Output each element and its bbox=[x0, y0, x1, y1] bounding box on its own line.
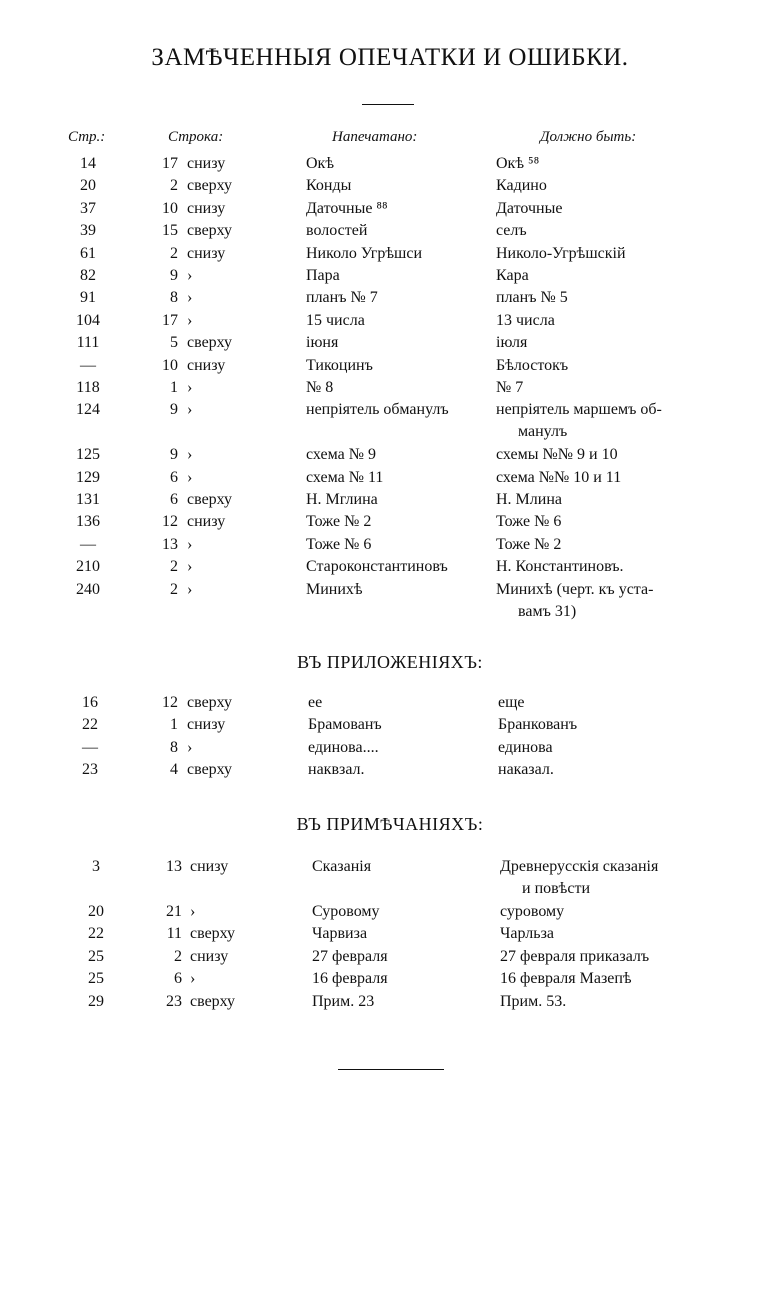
row-should: Кадино bbox=[496, 177, 547, 195]
row-should: 16 февраля Мазепѣ bbox=[500, 970, 632, 988]
row-printed: іюня bbox=[306, 334, 339, 352]
row-should: еще bbox=[498, 694, 525, 711]
row-line-number: 4 bbox=[170, 761, 178, 779]
table-row bbox=[0, 399, 780, 444]
row-page: 22 bbox=[82, 716, 98, 734]
row-should: Бранкованъ bbox=[498, 716, 578, 734]
row-line-number: 5 bbox=[170, 334, 178, 352]
row-should: Чарльза bbox=[500, 925, 554, 943]
row-printed: ее bbox=[308, 694, 323, 711]
row-page: — bbox=[80, 535, 96, 553]
row-page: 104 bbox=[76, 311, 100, 329]
row-printed: планъ № 7 bbox=[306, 289, 378, 307]
row-line-number: 2 bbox=[170, 580, 178, 598]
row-line-direction: › bbox=[187, 266, 193, 284]
row-printed: единова.... bbox=[308, 738, 379, 756]
table-row bbox=[0, 444, 780, 466]
row-page: 37 bbox=[80, 199, 96, 217]
row-printed: Даточные ⁸⁸ bbox=[306, 199, 388, 217]
table-row bbox=[0, 759, 780, 781]
table-row bbox=[0, 511, 780, 533]
row-printed: Николо Угрѣшси bbox=[306, 244, 423, 262]
table-row bbox=[0, 923, 780, 945]
row-printed: 15 числа bbox=[306, 311, 365, 329]
table-row bbox=[0, 153, 780, 175]
row-printed: Пара bbox=[306, 266, 340, 284]
row-line-number: 21 bbox=[166, 903, 182, 920]
row-printed: Окѣ bbox=[306, 155, 335, 172]
errata-main-table bbox=[0, 153, 780, 624]
row-line-direction: › bbox=[190, 903, 196, 920]
row-line-direction: сверху bbox=[187, 491, 233, 509]
row-should-line1: непріятель маршемъ об- bbox=[496, 401, 662, 419]
table-row bbox=[0, 489, 780, 511]
table-row bbox=[0, 968, 780, 990]
header-printed: Напечатано: bbox=[332, 129, 418, 145]
row-line-number: 9 bbox=[170, 266, 178, 284]
row-page: 91 bbox=[80, 289, 96, 307]
errata-notes-table bbox=[0, 856, 780, 1013]
row-line-number: 1 bbox=[170, 378, 178, 396]
appendix-heading: ВЪ ПРИЛОЖЕНІЯХЪ: bbox=[297, 652, 483, 672]
table-row bbox=[0, 467, 780, 489]
row-printed: Сказанія bbox=[312, 858, 372, 875]
row-line-number: 9 bbox=[170, 446, 178, 464]
row-should: Прим. 53. bbox=[500, 992, 567, 1010]
row-should: схема №№ 10 и 11 bbox=[496, 468, 622, 486]
row-page: 14 bbox=[80, 155, 96, 172]
row-line-direction: снизу bbox=[187, 716, 226, 734]
row-should: единова bbox=[498, 738, 553, 756]
row-page: 20 bbox=[88, 903, 104, 920]
row-printed: Брамованъ bbox=[308, 716, 382, 734]
row-should: Н. Млина bbox=[496, 491, 562, 509]
table-row bbox=[0, 355, 780, 377]
row-should: Кара bbox=[496, 266, 529, 284]
row-page: 210 bbox=[76, 558, 100, 576]
row-printed: Чарвиза bbox=[312, 925, 368, 943]
row-should-line2: вамъ 31) bbox=[518, 602, 577, 620]
table-row bbox=[0, 946, 780, 968]
row-printed: Тоже № 2 bbox=[306, 513, 372, 531]
row-line-number: 1 bbox=[170, 716, 178, 734]
row-line-number: 2 bbox=[174, 947, 182, 965]
row-page: 124 bbox=[76, 401, 100, 419]
row-line-direction: › bbox=[187, 468, 193, 486]
column-headers bbox=[0, 129, 780, 151]
row-line-number: 10 bbox=[162, 356, 178, 374]
row-should: 27 февраля приказалъ bbox=[500, 947, 650, 965]
row-line-number: 6 bbox=[170, 468, 178, 486]
row-line-number: 9 bbox=[170, 401, 178, 419]
row-line-number: 15 bbox=[162, 222, 178, 240]
row-line-direction: › bbox=[187, 311, 193, 329]
table-row bbox=[0, 556, 780, 578]
row-page: 16 bbox=[82, 694, 98, 711]
row-line-direction: › bbox=[187, 535, 193, 553]
row-page: 25 bbox=[88, 970, 104, 988]
row-printed: волостей bbox=[306, 222, 368, 240]
row-printed: 27 февраля bbox=[312, 947, 388, 965]
row-line-direction: сверху bbox=[187, 761, 233, 779]
row-should bbox=[500, 856, 720, 900]
row-line-number: 17 bbox=[162, 155, 178, 172]
row-line-direction: › bbox=[187, 378, 193, 396]
row-line-number: 11 bbox=[166, 925, 182, 943]
row-line-number: 2 bbox=[170, 558, 178, 576]
row-line-number: 6 bbox=[174, 970, 182, 988]
row-page: 22 bbox=[88, 925, 104, 943]
row-printed: Прим. 23 bbox=[312, 992, 375, 1010]
row-should: Тоже № 2 bbox=[496, 535, 562, 553]
row-page: 125 bbox=[76, 446, 100, 464]
table-row bbox=[0, 534, 780, 556]
table-row bbox=[0, 377, 780, 399]
title-divider bbox=[362, 104, 414, 105]
table-row bbox=[0, 287, 780, 309]
row-line-direction: снизу bbox=[187, 244, 226, 262]
row-line-number: 10 bbox=[162, 199, 178, 217]
row-should: Окѣ ⁵⁸ bbox=[496, 155, 540, 172]
row-line-direction: снизу bbox=[187, 155, 226, 172]
table-row bbox=[0, 220, 780, 242]
row-printed: Староконстантиновъ bbox=[306, 558, 448, 576]
row-line-direction: снизу bbox=[190, 858, 229, 875]
row-line-direction: сверху bbox=[190, 992, 236, 1010]
row-line-direction: снизу bbox=[187, 356, 226, 374]
table-row bbox=[0, 737, 780, 759]
table-row bbox=[0, 901, 780, 923]
row-line-number: 8 bbox=[170, 289, 178, 307]
row-line-number: 12 bbox=[162, 694, 178, 711]
row-printed: наквзал. bbox=[308, 761, 365, 779]
table-row bbox=[0, 991, 780, 1013]
row-printed: непріятель обманулъ bbox=[306, 401, 449, 419]
row-page: 23 bbox=[82, 761, 98, 779]
row-line-number: 13 bbox=[162, 535, 178, 553]
row-page: 39 bbox=[80, 222, 96, 240]
row-page: 3 bbox=[92, 858, 100, 875]
row-line-direction: › bbox=[187, 401, 193, 419]
errata-appendix-table bbox=[0, 692, 780, 782]
row-printed: схема № 11 bbox=[306, 468, 384, 486]
table-row bbox=[0, 243, 780, 265]
row-line-direction: снизу bbox=[190, 947, 229, 965]
row-printed: 16 февраля bbox=[312, 970, 388, 988]
row-line-number: 23 bbox=[166, 992, 182, 1010]
row-line-direction: › bbox=[187, 289, 193, 307]
row-line-direction: › bbox=[187, 738, 193, 756]
table-row bbox=[0, 579, 780, 624]
page-title: ЗАМѢЧЕННЫЯ ОПЕЧАТКИ И ОШИБКИ. bbox=[151, 44, 629, 71]
row-page: 25 bbox=[88, 947, 104, 965]
header-page: Стр.: bbox=[68, 129, 106, 145]
row-should: селъ bbox=[496, 222, 527, 240]
row-should: планъ № 5 bbox=[496, 289, 568, 307]
row-should: № 7 bbox=[496, 378, 524, 396]
row-line-direction: › bbox=[187, 558, 193, 576]
row-page: — bbox=[80, 356, 96, 374]
row-line-direction: сверху bbox=[187, 177, 233, 195]
row-printed: Н. Мглина bbox=[306, 491, 378, 509]
row-should: наказал. bbox=[498, 761, 554, 779]
row-line-direction: сверху bbox=[187, 222, 233, 240]
row-should: схемы №№ 9 и 10 bbox=[496, 446, 618, 464]
row-page: 82 bbox=[80, 266, 96, 284]
row-line-number: 2 bbox=[170, 177, 178, 195]
row-line-number: 8 bbox=[170, 738, 178, 756]
row-should: Бѣлостокъ bbox=[496, 356, 569, 374]
row-line-direction: снизу bbox=[187, 513, 226, 531]
row-page: — bbox=[82, 738, 98, 756]
row-line-number: 13 bbox=[166, 858, 182, 875]
row-printed: № 8 bbox=[306, 378, 334, 396]
row-should-line2: манулъ bbox=[518, 423, 568, 441]
row-page: 61 bbox=[80, 244, 96, 262]
row-page: 29 bbox=[88, 992, 104, 1010]
row-should bbox=[496, 399, 726, 443]
table-row bbox=[0, 198, 780, 220]
row-printed: Тикоцинъ bbox=[306, 356, 373, 374]
row-page: 129 bbox=[76, 468, 100, 486]
row-line-direction: сверху bbox=[190, 925, 236, 943]
row-line-direction: сверху bbox=[187, 694, 233, 711]
row-line-number: 2 bbox=[170, 244, 178, 262]
row-should-line1: Древнерусскія сказанія bbox=[500, 858, 659, 875]
table-row bbox=[0, 265, 780, 287]
row-should-line1: Минихѣ (черт. къ уста- bbox=[496, 580, 654, 598]
row-line-direction: › bbox=[187, 446, 193, 464]
row-should: суровому bbox=[500, 903, 565, 920]
row-should-line2: и повѣсти bbox=[522, 880, 591, 897]
row-page: 131 bbox=[76, 491, 100, 509]
row-should: 13 числа bbox=[496, 311, 555, 329]
row-page: 20 bbox=[80, 177, 96, 195]
table-row bbox=[0, 714, 780, 736]
row-page: 240 bbox=[76, 580, 100, 598]
row-line-direction: снизу bbox=[187, 199, 226, 217]
header-should: Должно быть: bbox=[540, 129, 637, 145]
table-row bbox=[0, 332, 780, 354]
row-page: 111 bbox=[76, 334, 100, 352]
row-should: іюля bbox=[496, 334, 528, 352]
row-printed: Тоже № 6 bbox=[306, 535, 372, 553]
row-printed: Суровому bbox=[312, 903, 380, 920]
row-line-number: 17 bbox=[162, 311, 178, 329]
row-line-direction: сверху bbox=[187, 334, 233, 352]
row-should: Тоже № 6 bbox=[496, 513, 562, 531]
row-printed: Минихѣ bbox=[306, 580, 363, 598]
closing-divider bbox=[338, 1069, 444, 1070]
table-row bbox=[0, 692, 780, 714]
row-line-direction: › bbox=[187, 580, 193, 598]
row-should: Н. Константиновъ. bbox=[496, 558, 624, 576]
header-line: Строка: bbox=[168, 129, 224, 145]
row-printed: Конды bbox=[306, 177, 352, 195]
table-row bbox=[0, 175, 780, 197]
notes-heading: ВЪ ПРИМѢЧАНІЯХЪ: bbox=[296, 814, 484, 834]
row-should: Даточные bbox=[496, 199, 563, 217]
row-line-number: 6 bbox=[170, 491, 178, 509]
row-should bbox=[496, 579, 726, 623]
table-row bbox=[0, 856, 780, 901]
row-line-direction: › bbox=[190, 970, 196, 988]
row-page: 136 bbox=[76, 513, 100, 531]
row-printed: схема № 9 bbox=[306, 446, 376, 464]
row-page: 118 bbox=[76, 378, 100, 396]
row-should: Николо-Угрѣшскій bbox=[496, 244, 626, 262]
row-line-number: 12 bbox=[162, 513, 178, 531]
table-row bbox=[0, 310, 780, 332]
